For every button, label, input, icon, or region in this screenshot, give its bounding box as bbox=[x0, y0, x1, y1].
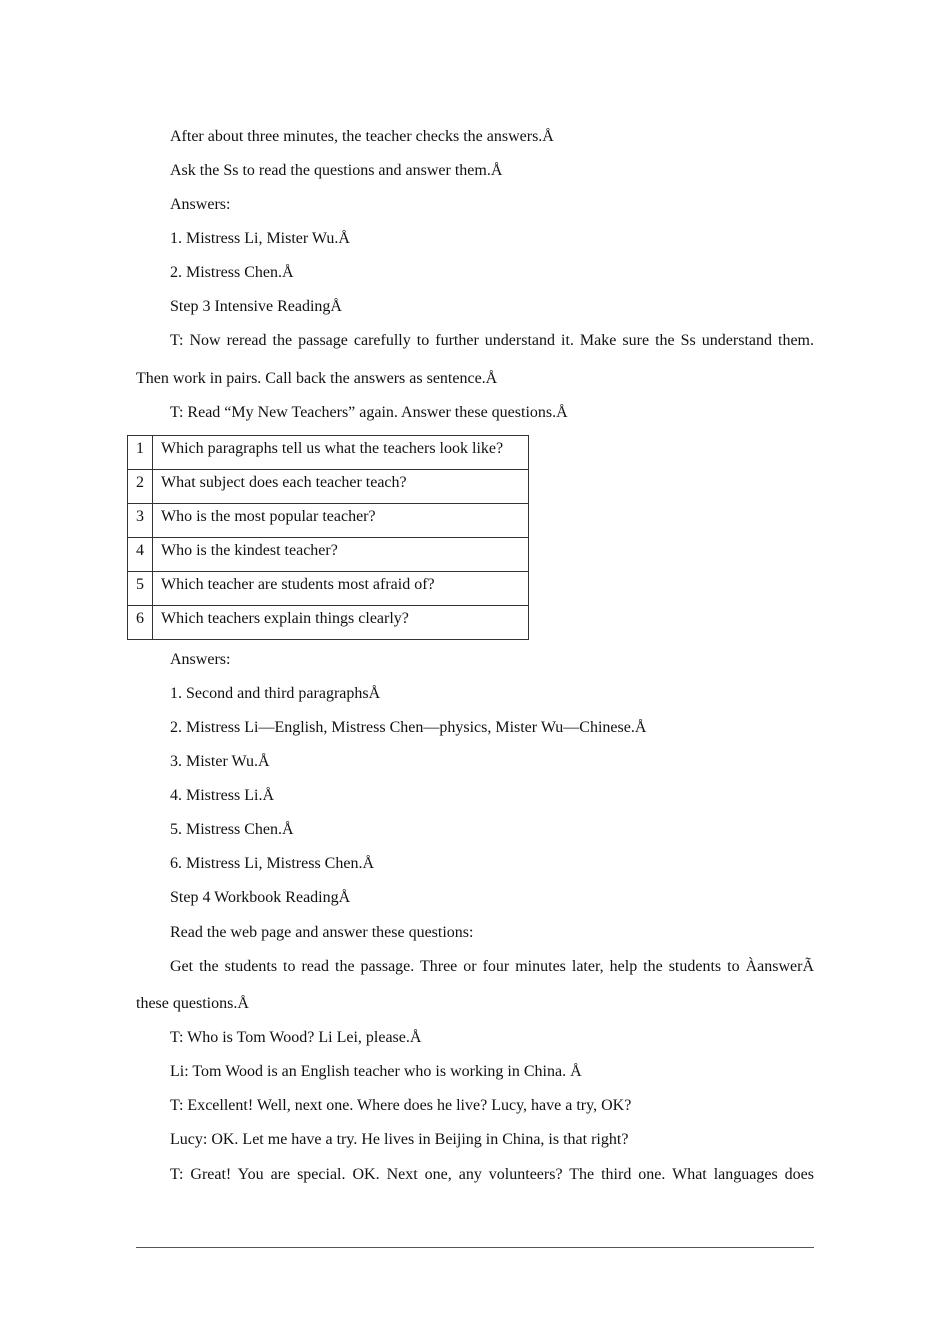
table-row bbox=[128, 538, 529, 572]
dialogue-line: Lucy: OK. Let me have a try. He lives in Beijing in China, is that right? bbox=[170, 1131, 629, 1148]
question-cell: Which teacher are students most afraid of? bbox=[153, 572, 529, 606]
text-line: 2. Mistress Li—English, Mistress Chen—physics, Mister Wu—Chinese.Å bbox=[170, 719, 647, 736]
dialogue-line: T: Great! You are special. OK. Next one, any volunteers? The third one. What languages does bbox=[170, 1166, 814, 1183]
heading-step4: Step 4 Workbook ReadingÅ bbox=[170, 889, 351, 906]
dialogue-line: T: Excellent! Well, next one. Where does he live? Lucy, have a try, OK? bbox=[170, 1097, 632, 1114]
paragraph-line: these questions.Å bbox=[136, 995, 249, 1012]
text-line: Read the web page and answer these questions: bbox=[170, 924, 474, 941]
text-line: 1. Second and third paragraphsÅ bbox=[170, 685, 381, 702]
row-number: 2 bbox=[128, 470, 153, 504]
text-line: T: Read “My New Teachers” again. Answer these questions.Å bbox=[170, 404, 568, 421]
row-number: 1 bbox=[128, 436, 153, 470]
table-row bbox=[128, 436, 529, 470]
question-cell: What subject does each teacher teach? bbox=[153, 470, 529, 504]
heading-step3: Step 3 Intensive ReadingÅ bbox=[170, 298, 342, 315]
question-cell: Who is the kindest teacher? bbox=[153, 538, 529, 572]
row-number: 6 bbox=[128, 606, 153, 640]
text-line: 4. Mistress Li.Å bbox=[170, 787, 274, 804]
text-line: Ask the Ss to read the questions and answer them.Å bbox=[170, 162, 503, 179]
question-cell: Which paragraphs tell us what the teachers look like? bbox=[153, 436, 529, 470]
question-cell: Who is the most popular teacher? bbox=[153, 504, 529, 538]
questions-table bbox=[127, 435, 529, 640]
text-line: Answers: bbox=[170, 651, 231, 668]
text-line: 2. Mistress Chen.Å bbox=[170, 264, 294, 281]
dialogue-line: T: Who is Tom Wood? Li Lei, please.Å bbox=[170, 1029, 422, 1046]
text-line: After about three minutes, the teacher checks the answers.Å bbox=[170, 128, 554, 145]
text-line: 5. Mistress Chen.Å bbox=[170, 821, 294, 838]
text-line: 6. Mistress Li, Mistress Chen.Å bbox=[170, 855, 374, 872]
footer-divider bbox=[136, 1247, 814, 1248]
question-cell: Which teachers explain things clearly? bbox=[153, 606, 529, 640]
text-line: 3. Mister Wu.Å bbox=[170, 753, 270, 770]
paragraph-line: Get the students to read the passage. Three or four minutes later, help the students to ÀanswerÃ bbox=[170, 958, 814, 975]
table-row bbox=[128, 470, 529, 504]
table-row bbox=[128, 504, 529, 538]
table-row bbox=[128, 572, 529, 606]
text-line: Answers: bbox=[170, 196, 231, 213]
paragraph-line: Then work in pairs. Call back the answers as sentence.Å bbox=[136, 370, 498, 387]
row-number: 5 bbox=[128, 572, 153, 606]
paragraph-line: T: Now reread the passage carefully to further understand it. Make sure the Ss understand them. bbox=[170, 332, 814, 349]
table-row bbox=[128, 606, 529, 640]
row-number: 3 bbox=[128, 504, 153, 538]
text-line: 1. Mistress Li, Mister Wu.Å bbox=[170, 230, 350, 247]
dialogue-line: Li: Tom Wood is an English teacher who is working in China. Å bbox=[170, 1063, 582, 1080]
row-number: 4 bbox=[128, 538, 153, 572]
